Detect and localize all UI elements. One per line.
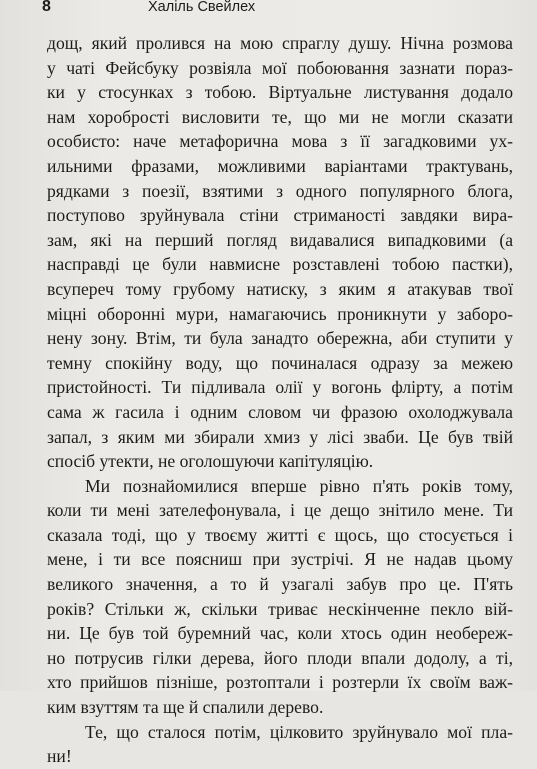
text-line: запал, з яким ми збирали хмиз у лісі зваби. Це був твій xyxy=(47,426,513,447)
text-line: дощ, який пролився на мою спраглу душу. Нічна розмова xyxy=(47,33,513,53)
text-line: всупереч тому грубому натиску, з яким я атакував твої xyxy=(47,278,513,299)
text-line: сказала тоді, що у твоєму житті є щось, що стосується і xyxy=(47,524,513,545)
text-line: сама ж гасила і одним словом чи фразою охолоджувала xyxy=(47,401,513,422)
text-line: зам, які на перший погляд видавалися випадковими (а xyxy=(47,229,513,250)
text-line: мене, і ти все поясниш при зустрічі. Я не надав цьому xyxy=(47,549,513,570)
text-line: хто прийшов пізніше, розтоптали і розтерли їх своїм важ- xyxy=(47,672,513,693)
text-line: великого значення, а то й узагалі забув про це. П'ять xyxy=(47,574,513,595)
text-line: темну спокійну воду, що починалася одразу за межею xyxy=(47,352,513,373)
text-line: особисто: наче метафорична мова з її загадковими ух- xyxy=(47,131,513,152)
text-line: нам хоробрості висловити те, що ми не могли сказати xyxy=(47,106,513,127)
text-line: поступово зруйнувала стіни стриманості завдяки вира- xyxy=(47,205,513,226)
running-head-author: Халіль Свейлех xyxy=(148,0,256,15)
text-line: ильними фразами, можливими варіантами трактувань, xyxy=(47,155,513,176)
text-line: міцні оборонні мури, намагаючись проникнути у заборо- xyxy=(47,303,513,324)
text-line: рядками з поезії, взятими з одного популярного блога, xyxy=(47,180,513,201)
text-line: Ми познайомилися вперше рівно п'ять років тому, xyxy=(85,475,513,496)
text-line: ки у стосунках з тобою. Віртуальне листування додало xyxy=(47,82,513,103)
text-line: спосіб утекти, не оголошуючи капітуляцію. xyxy=(47,451,374,472)
text-line: но потрусив гілки дерева, його плоди впали додолу, а ті, xyxy=(47,647,513,668)
text-line: ни. Це був той буремний час, коли хтось один необереж- xyxy=(47,623,513,644)
text-line: у чаті Фейсбуку розвіяла мої побоювання зазнати пораз- xyxy=(47,57,513,78)
text-line: Те, що сталося потім, цілковито зруйнувало мої пла- xyxy=(85,721,513,742)
text-line: ким взуттям та ще й спалили дерево. xyxy=(47,697,324,718)
page-header xyxy=(42,0,513,17)
body-text xyxy=(47,31,513,769)
text-line: ни! xyxy=(47,746,72,767)
page-number: 8 xyxy=(42,0,51,15)
text-line: насправді це були навмисне розставлені тобою пастки), xyxy=(47,254,513,275)
text-line: років? Стільки ж, скільки триває нескінченне пекло вій- xyxy=(47,598,513,619)
text-line: коли ти мені зателефонувала, і це дещо знітило мене. Ти xyxy=(47,500,513,521)
text-line: пристойності. Ти підливала олії у вогонь флірту, а потім xyxy=(47,377,513,398)
text-line: нену зону. Втім, ти була занадто обережна, аби ступити у xyxy=(47,328,513,349)
